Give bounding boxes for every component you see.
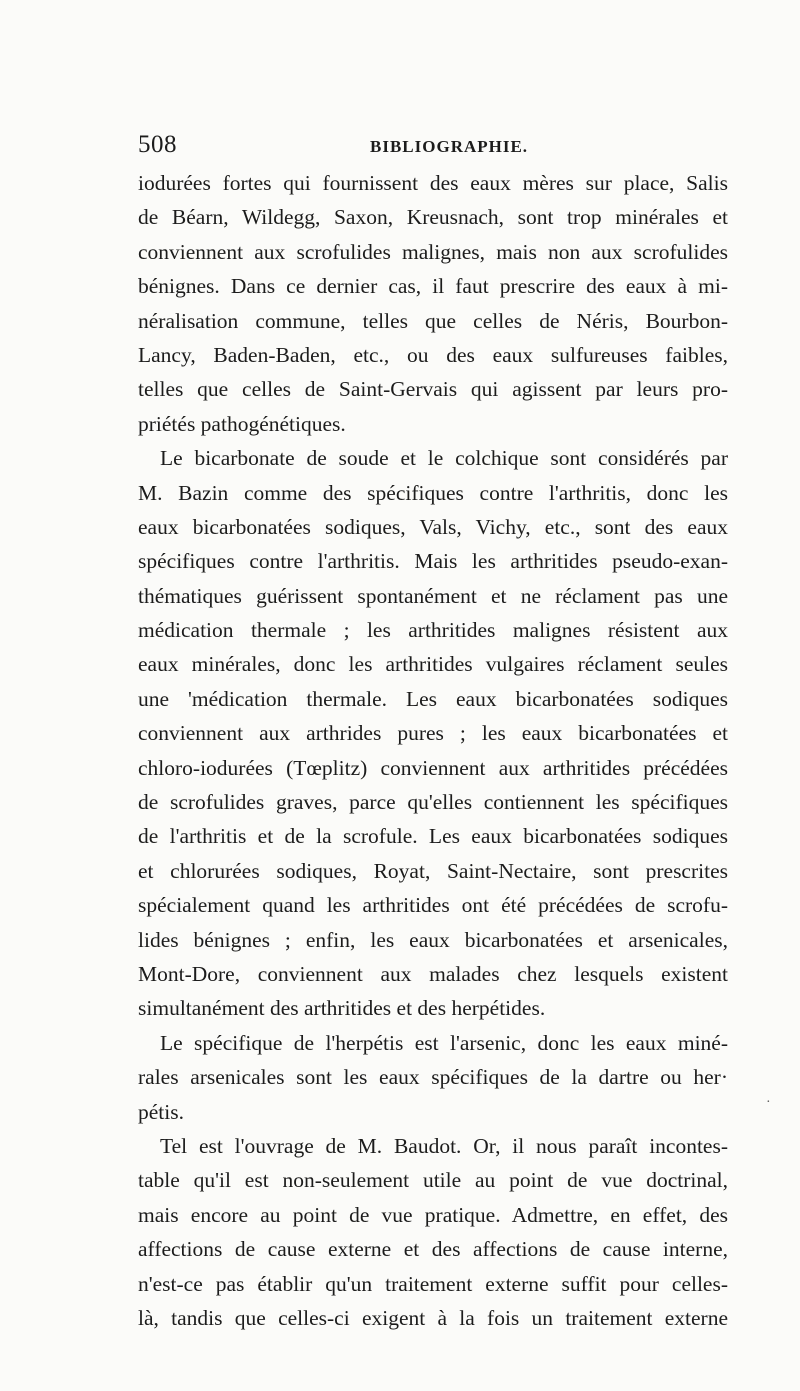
text-line: rales arsenicales sont les eaux spécifiques de la dartre ou her· <box>138 1065 728 1090</box>
body-text <box>138 166 728 1335</box>
page-number: 508 <box>138 131 177 158</box>
text-line: lides bénignes ; enfin, les eaux bicarbonatées et arsenicales, <box>138 927 728 952</box>
text-line: bénignes. Dans ce dernier cas, il faut prescrire des eaux à mi- <box>138 274 728 299</box>
text-line: Mont-Dore, conviennent aux malades chez lesquels existent <box>138 961 728 986</box>
text-line: Le bicarbonate de soude et le colchique sont considérés par <box>160 446 728 471</box>
text-line: mais encore au point de vue pratique. Admettre, en effet, des <box>138 1202 728 1227</box>
text-line: eaux bicarbonatées sodiques, Vals, Vichy, etc., sont des eaux <box>138 514 728 539</box>
text-line: affections de cause externe et des affections de cause interne, <box>138 1237 728 1262</box>
text-line: de l'arthritis et de la scrofule. Les eaux bicarbonatées sodiques <box>138 824 728 849</box>
text-line: Lancy, Baden-Baden, etc., ou des eaux sulfureuses faibles, <box>138 342 728 367</box>
text-line: thématiques guérissent spontanément et ne réclament pas une <box>138 583 728 608</box>
text-line: table qu'il est non-seulement utile au point de vue doctrinal, <box>138 1168 728 1193</box>
text-line: de Béarn, Wildegg, Saxon, Kreusnach, sont trop minérales et <box>138 205 728 230</box>
text-line: néralisation commune, telles que celles de Néris, Bourbon- <box>138 308 728 333</box>
text-line: conviennent aux scrofulides malignes, mais non aux scrofulides <box>138 239 728 264</box>
text-line: n'est-ce pas établir qu'un traitement externe suffit pour celles- <box>138 1271 728 1296</box>
text-line: eaux minérales, donc les arthritides vulgaires réclament seules <box>138 652 728 677</box>
text-line: M. Bazin comme des spécifiques contre l'arthritis, donc les <box>138 480 728 505</box>
text-line: de scrofulides graves, parce qu'elles contiennent les spécifiques <box>138 790 728 815</box>
text-line: Le spécifique de l'herpétis est l'arsenic, donc les eaux miné- <box>160 1030 728 1055</box>
text-line: et chlorurées sodiques, Royat, Saint-Nectaire, sont prescrites <box>138 858 728 883</box>
text-line: conviennent aux arthrides pures ; les eaux bicarbonatées et <box>138 721 728 746</box>
text-line: spécifiques contre l'arthritis. Mais les arthritides pseudo-exan- <box>138 549 728 574</box>
text-line: telles que celles de Saint-Gervais qui agissent par leurs pro- <box>138 377 728 402</box>
text-line: simultanément des arthritides et des herpétides. <box>138 996 546 1021</box>
text-line: priétés pathogénétiques. <box>138 411 346 436</box>
running-title: BIBLIOGRAPHIE. <box>370 137 529 156</box>
text-line: pétis. <box>138 1099 184 1124</box>
text-line: médication thermale ; les arthritides malignes résistent aux <box>138 618 728 643</box>
text-line: spécialement quand les arthritides ont été précédées de scrofu- <box>138 893 728 918</box>
text-line: chloro-iodurées (Tœplitz) conviennent aux arthritides précédées <box>138 755 728 780</box>
paper-speck: · <box>766 1095 771 1110</box>
text-line: Tel est l'ouvrage de M. Baudot. Or, il nous paraît incontes- <box>160 1133 728 1158</box>
text-line: là, tandis que celles-ci exigent à la fois un traitement externe <box>138 1305 728 1330</box>
text-line: une 'médication thermale. Les eaux bicarbonatées sodiques <box>138 686 728 711</box>
page-header <box>138 128 728 162</box>
text-line: iodurées fortes qui fournissent des eaux mères sur place, Salis <box>138 171 728 195</box>
